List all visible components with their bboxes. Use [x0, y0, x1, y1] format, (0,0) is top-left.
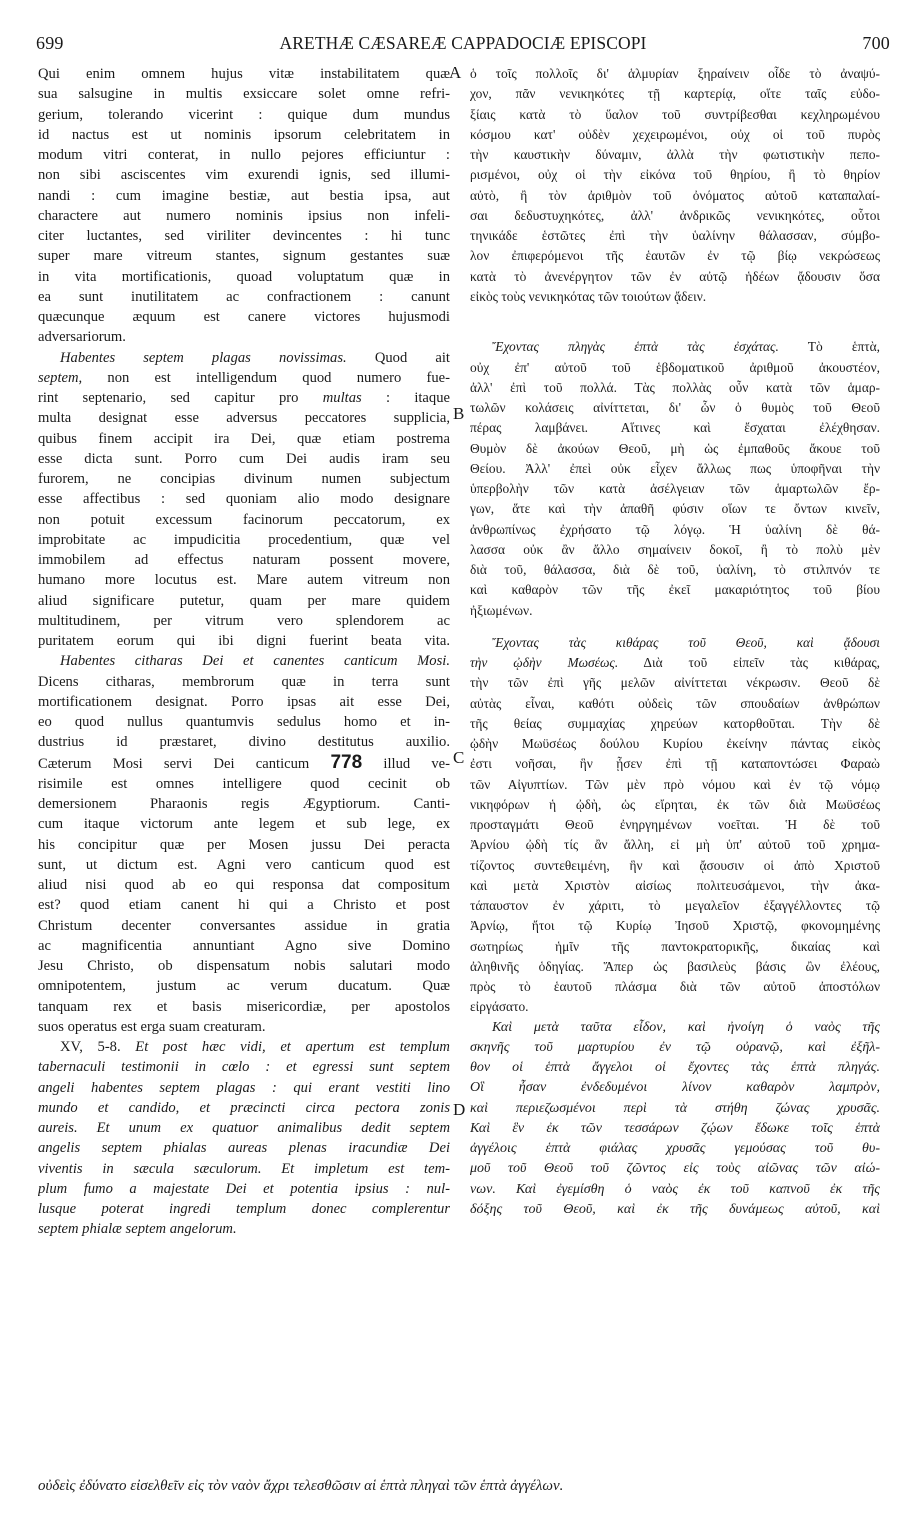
text-line: eo quod nullus quantumvis sedulus homo et in-: [38, 714, 450, 730]
text-line: [470, 337, 880, 357]
text-line: ρισμένοι, οὐχ οἱ τὴν εἰκόνα τοῦ θηρίου, ἢ τὸ θηρίον: [470, 167, 880, 183]
page-number-right: 700: [862, 33, 890, 53]
text-line: Jesu Christo, ob dispensatum nobis salutari modo: [38, 958, 450, 974]
text-line: non potuit excessum facinorum peccatorum, ex: [38, 511, 450, 528]
lemma-word: septem,: [38, 369, 83, 386]
text-line: τάπαυστον ἐν χάριτι, τὸ μεγαλεῖον ἐξαγγέλλοντες τῷ: [470, 898, 880, 913]
text-line: τὴν τῶν ἐπὶ γῆς μελῶν αἰνίττεται νέκρωσιν. Θεοῦ δὲ: [470, 675, 880, 691]
text-line: demersionem Pharaonis regis Ægyptiorum. Canti-: [38, 796, 450, 812]
text-line: tanquam rex et basis misericordiæ, per apostolos: [38, 998, 450, 1015]
text-span: non est intelligendum quod numero fue-: [107, 369, 450, 386]
scripture-line: angelis septem phialas aureas plenas iracundiæ Dei: [38, 1140, 450, 1157]
text-line: quæcunque æquum est canere victores hujusmodi: [38, 309, 450, 325]
verse-reference: XV, 5-8.: [60, 1039, 121, 1055]
scripture-line: viventis in sæcula sæculorum. Et impletum est tem-: [38, 1160, 450, 1177]
text-line: γων, ἅτε καὶ τὴν ἀπαθῆ φύσιν οἵων τε ὄντων κινεῖν,: [470, 501, 880, 517]
scripture-line: tabernaculi testimonii in cœlo : et egressi sunt septem: [38, 1059, 450, 1076]
running-header: [36, 33, 890, 57]
text-line: εἰργάσατο.: [470, 999, 529, 1015]
text-line: διὰ τοῦ, θάλασσα, διὰ δὲ τοῦ, ὑαλίνη, τὸ στιλπνόν τε: [470, 562, 880, 577]
latin-paragraph-4: [38, 1037, 450, 1240]
text-line: καὶ μετὰ Χριστὸν αἰσίως πολιτευσάμενοι, τὴν ἀκα-: [470, 877, 880, 893]
text-line: id nactus est ut nominis ipsorum celebritatem in: [38, 126, 450, 143]
lemma: Habentes septem plagas novissimas.: [60, 349, 347, 366]
scripture-line: μοῦ τοῦ Θεοῦ τοῦ ζῶντος εἰς τοὺς αἰῶνας τῶν αἰώ-: [470, 1161, 880, 1177]
spacer: [470, 621, 880, 633]
text-line: aliud significare putetur, quam per mare quidem: [38, 592, 450, 609]
column-number: 778: [330, 752, 363, 773]
text-line: est? quod etiam canent hi qui a Christo et post: [38, 897, 450, 914]
scripture-line: σκηνῆς τοῦ μαρτυρίου ἐν τῷ οὐρανῷ, καὶ ἐξῆλ-: [470, 1039, 880, 1055]
scripture-text: Et post hæc vidi, et apertum est templum: [135, 1039, 450, 1055]
greek-paragraph-1: [470, 64, 880, 307]
text-line: sua salsugine in multis exsiccare solet omne refri-: [38, 86, 450, 103]
text-line: improbitate ac impudicitia procedentium, quæ vel: [38, 531, 450, 548]
text-span: Διὰ τοῦ εἰπεῖν τὰς κιθάρας,: [643, 655, 880, 670]
spacer: [470, 327, 880, 337]
scripture-line: septem phialæ septem angelorum.: [38, 1221, 237, 1238]
text-line: κατὰ τὸ ἀνενέργητον τῶν ἐν αὐτῷ ἡδέων ᾄδουσιν ὅσα: [470, 268, 880, 284]
spacer: [470, 307, 880, 327]
text-line: esse dicta sunt. Porro cum Dei audis iram seu: [38, 450, 450, 467]
scripture-line: καὶ περιεζωσμένοι περὶ τὰ στήθη ζώνας χρυσᾶς.: [470, 1100, 880, 1116]
text-line: puritatem eorum qui ibi digni fuerint beata vita.: [38, 633, 450, 649]
text-line: πρὸς τὸ ἑαυτοῦ πλάσμα διὰ τῶν αὐτοῦ ἀποστόλων: [470, 979, 880, 994]
text-span: Cæterum Mosi servi Dei canticum: [38, 755, 310, 772]
text-line: sunt, ut dictum est. Agni vero canticum quod est: [38, 856, 450, 873]
text-line: in vita mortificationis, quoad voluptatum quæ in: [38, 268, 450, 285]
text-line: gerium, tolerando vicerint : quique dum mundus: [38, 106, 450, 123]
text-line: Ἀρνίῳ, ἤτοι τῷ Κυρίῳ Ἰησοῦ Χριστῷ, φκονομημένης: [470, 918, 880, 934]
text-line: τηνικάδε ἑστῶτες ἐπὶ τὴν ὑαλίνην θάλασσαν, σύμβο-: [470, 228, 880, 243]
text-line: immobilem ad effectus naturam possent movere,: [38, 552, 450, 568]
text-line: multitudinem, per vitrum vero splendorem ac: [38, 612, 450, 629]
text-line: τῶν Αἰγυπτίων. Τῶν μὲν πρὸ νόμου καὶ ἐν τῷ νόμῳ: [470, 776, 880, 792]
text-line: ac magnificentia annuntiant Agno sive Domino: [38, 937, 450, 954]
text-line: εἰκὸς τοὺς νενικηκότας τῶν τοιούτων ᾄδειν.: [470, 288, 707, 304]
text-line: Θυμὸν δὲ ἀκούων Θεοῦ, μὴ ὡς ἐμπαθοῦς ἄκουε τοῦ: [470, 440, 880, 456]
scripture-line: Καὶ ἓν ἐκ τῶν τεσσάρων ζῴων ἔδωκε τοῖς ἑπτὰ: [470, 1120, 880, 1136]
text-line: Θείου. Ἀλλ' ἐπεὶ οὐκ εἶχεν ἄλλως πως ὑποφῆναι τὴν: [470, 460, 880, 476]
text-line: πέρας λαμβάνει. Αἵτινες καὶ ἔσχαται ἐλέχθησαν.: [470, 420, 880, 436]
text-line: [38, 1037, 450, 1057]
scripture-line: Οἳ ἦσαν ἐνδεδυμένοι λίνον καθαρὸν λαμπρὸν,: [470, 1080, 880, 1096]
text-span: Quod ait: [374, 349, 450, 366]
text-span: illud ve-: [383, 755, 450, 772]
text-line: nandi : cum imagine bestiæ, aut bestia ipsa, aut: [38, 187, 450, 204]
text-line: esse affectibus : sed quoniam alio modo designare: [38, 491, 450, 508]
text-span: rint septenario, sed capitur pro: [38, 390, 299, 406]
text-line: non sibi asciscentes vim exurendi ignis, sed illumi-: [38, 167, 450, 184]
scripture-line: ἀγγέλοις ἑπτὰ φιάλας χρυσᾶς γεμούσας τοῦ θυ-: [470, 1141, 880, 1156]
text-line: aliud nisi quod ab eo qui responsa dat compositum: [38, 877, 450, 893]
text-line: ᾠδὴν Μωϋσέως δούλου Κυρίου ἐκείνην πάντας εἰκὸς: [470, 736, 880, 751]
text-line: Qui enim omnem hujus vitæ instabilitatem quæ: [38, 66, 450, 82]
scripture-line: aureis. Et unum ex quatuor animalibus dedit septem: [38, 1120, 450, 1136]
text-line: σωτηρίως ἡμῖν τῆς παντοκρατορικῆς, δικαίας καὶ: [470, 938, 880, 954]
latin-paragraph-1: [38, 64, 450, 348]
text-line: [470, 653, 880, 673]
scripture-line: νων. Καὶ ἐγεμίσθη ὁ ναὸς ἐκ τοῦ καπνοῦ ἐκ τῆς: [470, 1181, 880, 1197]
text-span: Τὸ ἑπτὰ,: [807, 339, 880, 355]
greek-paragraph-3: [470, 633, 880, 1018]
column-marker-a: A: [449, 63, 462, 82]
running-title: ARETHÆ CÆSAREÆ CAPPADOCIÆ EPISCOPI: [279, 33, 647, 53]
column-marker-d: D: [453, 1100, 466, 1119]
text-line: risimile est omnes intelligere quod cecinit ob: [38, 775, 450, 792]
lemma-continuation: τὴν ᾠδὴν Μωσέως.: [470, 655, 619, 670]
text-line: νικηφόρων ἡ ᾠδὴ, ὡς εἴρηται, ἐκ τῶν διὰ Μωϋσέως: [470, 796, 880, 812]
text-line: τίζοντος συντεθειμένη, ἣν καὶ ᾄσουσιν οἱ ἀπὸ Χριστοῦ: [470, 857, 880, 873]
text-line: [38, 753, 450, 774]
text-line: multa designat esse adversus peccatores supplicia,: [38, 410, 450, 427]
lemma: Ἔχοντας τὰς κιθάρας τοῦ Θεοῦ, καὶ ᾄδουσι: [492, 634, 880, 650]
text-line: αὐτὸ, ἢ τὸν ἀριθμὸν τοῦ ὀνόματος αὐτοῦ καταπαλαί-: [470, 187, 880, 203]
text-line: quibus finem accipit ira Dei, quæ etiam postrema: [38, 430, 450, 447]
page-number-left: 699: [36, 33, 64, 53]
latin-paragraph-3: [38, 651, 450, 1037]
scripture-line: Καὶ μετὰ ταῦτα εἶδον, καὶ ἠνοίγη ὁ ναὸς τῆς: [492, 1019, 880, 1035]
text-span: : itaque: [385, 390, 450, 406]
text-line: charactere aut numero nominis ipsius non infeli-: [38, 207, 450, 224]
greek-closing-line: οὐδεὶς ἐδύνατο εἰσελθεῖν εἰς τὸν ναὸν ἄχρι τελεσθῶσιν αἱ ἑπτὰ πληγαὶ τῶν ἑπτὰ ἀγγέλων.: [38, 1478, 564, 1494]
text-line: ὁ τοῖς πολλοῖς δι' ἁλμυρίαν ξηραίνειν οἶδε τὸ ἀναψύ-: [470, 66, 880, 81]
text-line: ἠξιωμένων.: [470, 602, 533, 618]
text-line: omnipotentem, justum ac verum ducatum. Quæ: [38, 978, 450, 995]
scripture-line: lusque poterat ingredi templum donec complerentur: [38, 1201, 450, 1217]
text-line: ὑπερβολὴν τῶν κατὰ ἀσέλγειαν τῶν ἁμαρτωλῶν ἔρ-: [470, 481, 880, 496]
greek-paragraph-2: [470, 337, 880, 621]
text-line: λασσα οὐκ ἂν ἄλλο σημαίνειν δοκοῖ, ἢ τὸ πολὺ μὲν: [470, 541, 880, 557]
greek-column: [470, 64, 880, 1220]
text-line: citer luctantes, sed viriliter devincentes : hi tunc: [38, 228, 450, 244]
text-line: cum itaque victorum ante legem et sub lege, ex: [38, 816, 450, 833]
text-line: χον, πᾶν νενικηκότες τῇ καρτερίᾳ, οἵτε ταῖς εὐδο-: [470, 86, 880, 102]
text-line: ἀνθρωπίνως ἐχρήσατο τῷ λόγῳ. Ἡ ὑαλίνη δὲ θά-: [470, 521, 880, 537]
text-line: προσταγμάτι Θεοῦ ἐνηργημένων νοεῖται. Ἡ δὲ τοῦ: [470, 817, 880, 832]
latin-column: [38, 64, 450, 1240]
column-marker-c: C: [453, 748, 465, 767]
text-line: mortificationem designat. Porro ipsas ait esse Dei,: [38, 693, 450, 710]
text-line: ea sunt inutilitatem ac confractionem : canunt: [38, 288, 450, 305]
text-line: σαι δεδυστυχηκότες, ἀλλ' ἀνδρικῶς νενικηκότες, οὗτοι: [470, 207, 880, 223]
text-line: modum vitri conterat, in nullo pejores efficiuntur :: [38, 147, 450, 163]
text-line: furorem, ne concipias divinum numen subjectum: [38, 471, 450, 487]
text-line: Dicens citharas, membrorum quæ in terra sunt: [38, 673, 450, 690]
italic-word: multas: [322, 390, 362, 406]
lemma: Ἔχοντας πληγὰς ἑπτὰ τὰς ἐσχάτας.: [492, 339, 779, 355]
text-line: [38, 368, 450, 388]
text-line: ἀληθινῆς ὁδηγίας. Ἅπερ ὡς βασιλεὺς βάσις ὢν ἐλέους,: [470, 958, 880, 974]
text-line: dustrius id præstaret, divino destitutus auxilio.: [38, 734, 450, 751]
text-line: [38, 348, 450, 368]
scripture-line: δόξης τοῦ Θεοῦ, καὶ ἐκ τῆς δυνάμεως αὐτοῦ, καὶ: [470, 1201, 880, 1217]
text-line: καὶ καθαρὸν τῶν τῆς ἐκεῖ μακαριότητος τοῦ βίου: [470, 582, 880, 598]
column-marker-b: B: [453, 404, 465, 423]
text-line: τωλῶν κολάσεις αἰνίττεται, δι' ὧν ὁ θυμὸς τοῦ Θεοῦ: [470, 400, 880, 415]
text-line: ἐστι νοῆσαι, ἣν ᾖσεν ἐπὶ τῇ καταποντώσει Φαραὼ: [470, 756, 880, 772]
text-line: αὐτὰς εἶναι, καθότι οὐδεὶς τῶν σπουδαίων ἀνθρώπων: [470, 695, 880, 711]
text-line: τῆς θείας συμμαχίας χηρεύων κατορθοῦται. Τὴν δὲ: [470, 715, 880, 731]
text-line: [38, 388, 450, 408]
text-line: Christum decenter conversantes assidue in gratia: [38, 917, 450, 934]
greek-paragraph-4: [470, 1018, 880, 1221]
text-line: λον ἐπιφερόμενοι τῆς ἑαυτῶν ἐν τῷ βίῳ νεκρώσεως: [470, 248, 880, 264]
text-line: humano more locutus est. Mare autem vitreum non: [38, 572, 450, 589]
text-line: suos operatus est erga suam creaturam.: [38, 1018, 266, 1035]
scripture-line: plum fumo a majestate Dei et potentia ipsius : nul-: [38, 1180, 450, 1197]
text-line: adversariorum.: [38, 329, 126, 346]
text-line: his concipitur quæ per Mosen jussu Dei peracta: [38, 836, 450, 853]
text-line: super mare vitreum stantes, signum gestantes suæ: [38, 248, 450, 265]
text-line: κόσμου κατ' οὐδὲν χεχειρωμένοι, οὐχ οἱ τοῦ πυρὸς: [470, 126, 880, 142]
text-line: οὐχ ἐπ' αὐτοῦ τοῦ ἑβδοματικοῦ ἀριθμοῦ ἀκουστέον,: [470, 359, 880, 375]
text-line: ξίαις κατὰ τὸ ὕαλον τοῦ συντρίβεσθαι κεχληρωμένου: [470, 106, 880, 122]
text-line: ἀλλ' ἐπὶ τοῦ πολλά. Τὰς πολλὰς οὖν κατὰ τῶν ἁμαρ-: [470, 379, 880, 395]
latin-paragraph-2: [38, 348, 450, 652]
text-line: Ἀρνίου ᾠδὴ τίς ἂν ἄλλη, εἰ μὴ ὑπ' αὐτοῦ τοῦ χρημα-: [470, 837, 880, 853]
text-line: τὴν καυστικὴν δύναμιν, ἀλλὰ τὴν φωτιστικὴν πεπο-: [470, 147, 880, 162]
scripture-line: θον οἱ ἑπτὰ ἄγγελοι οἱ ἔχοντες τὰς ἑπτὰ πληγάς.: [470, 1060, 880, 1075]
scripture-line: angeli habentes septem plagas : qui erant vestiti lino: [38, 1079, 450, 1096]
scripture-line: mundo et candido, et præcincti circa pectora zonis: [38, 1099, 450, 1116]
lemma: Habentes citharas Dei et canentes canticum Mosi.: [60, 653, 450, 670]
